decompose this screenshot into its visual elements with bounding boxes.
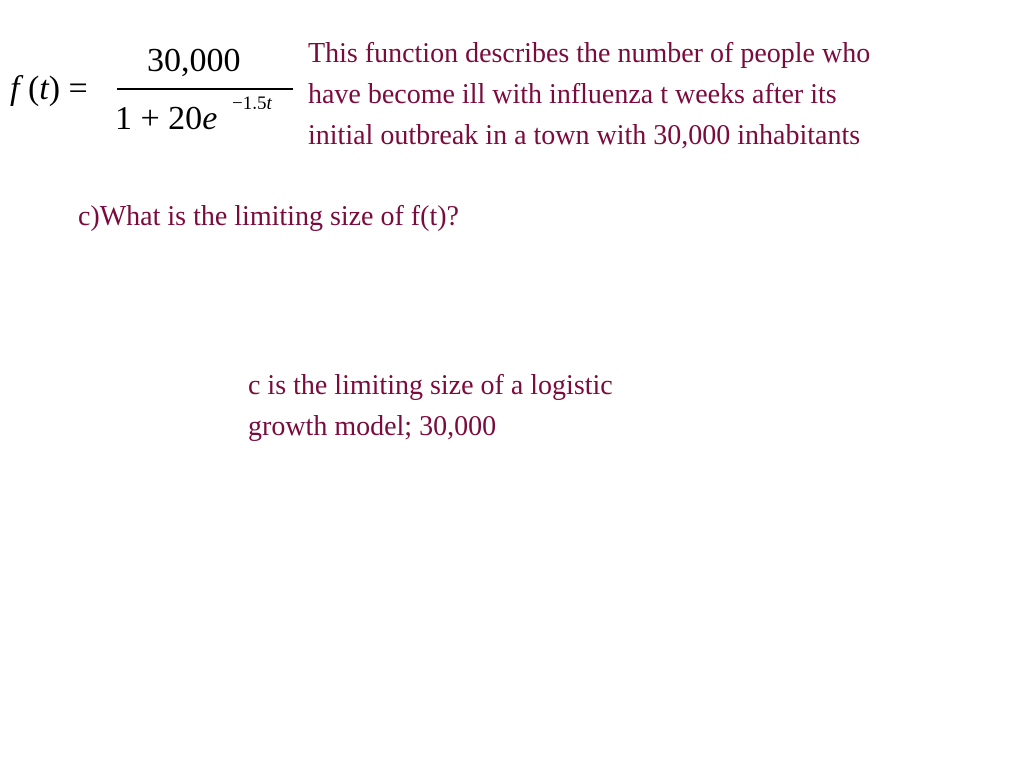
description-line: initial outbreak in a town with 30,000 inhabitants	[308, 120, 861, 151]
formula-lhs	[10, 72, 88, 106]
answer-line: c is the limiting size of a logistic	[248, 370, 613, 401]
function-description	[308, 33, 1008, 156]
exponent-variable: t	[266, 93, 272, 114]
description-line: have become ill with influenza t weeks after its	[308, 79, 837, 110]
formula-t: t	[39, 70, 49, 107]
formula-numerator: 30,000	[147, 42, 241, 79]
formula-close-equals: ) =	[48, 70, 88, 107]
denominator-one-plus: 1 + 20	[115, 100, 203, 137]
exponent-coefficient: −1.5	[232, 93, 267, 114]
logistic-formula	[10, 36, 300, 146]
answer-text	[248, 365, 768, 447]
formula-open-paren: (	[19, 70, 40, 107]
formula-exponent	[232, 94, 272, 113]
answer-line: growth model; 30,000	[248, 411, 497, 442]
question-c: c)What is the limiting size of f(t)?	[78, 201, 459, 232]
formula-f: f	[10, 70, 20, 107]
description-line: This function describes the number of people who	[308, 38, 871, 69]
formula-denominator	[115, 102, 217, 136]
denominator-e: e	[202, 100, 218, 137]
fraction-bar	[117, 88, 293, 90]
